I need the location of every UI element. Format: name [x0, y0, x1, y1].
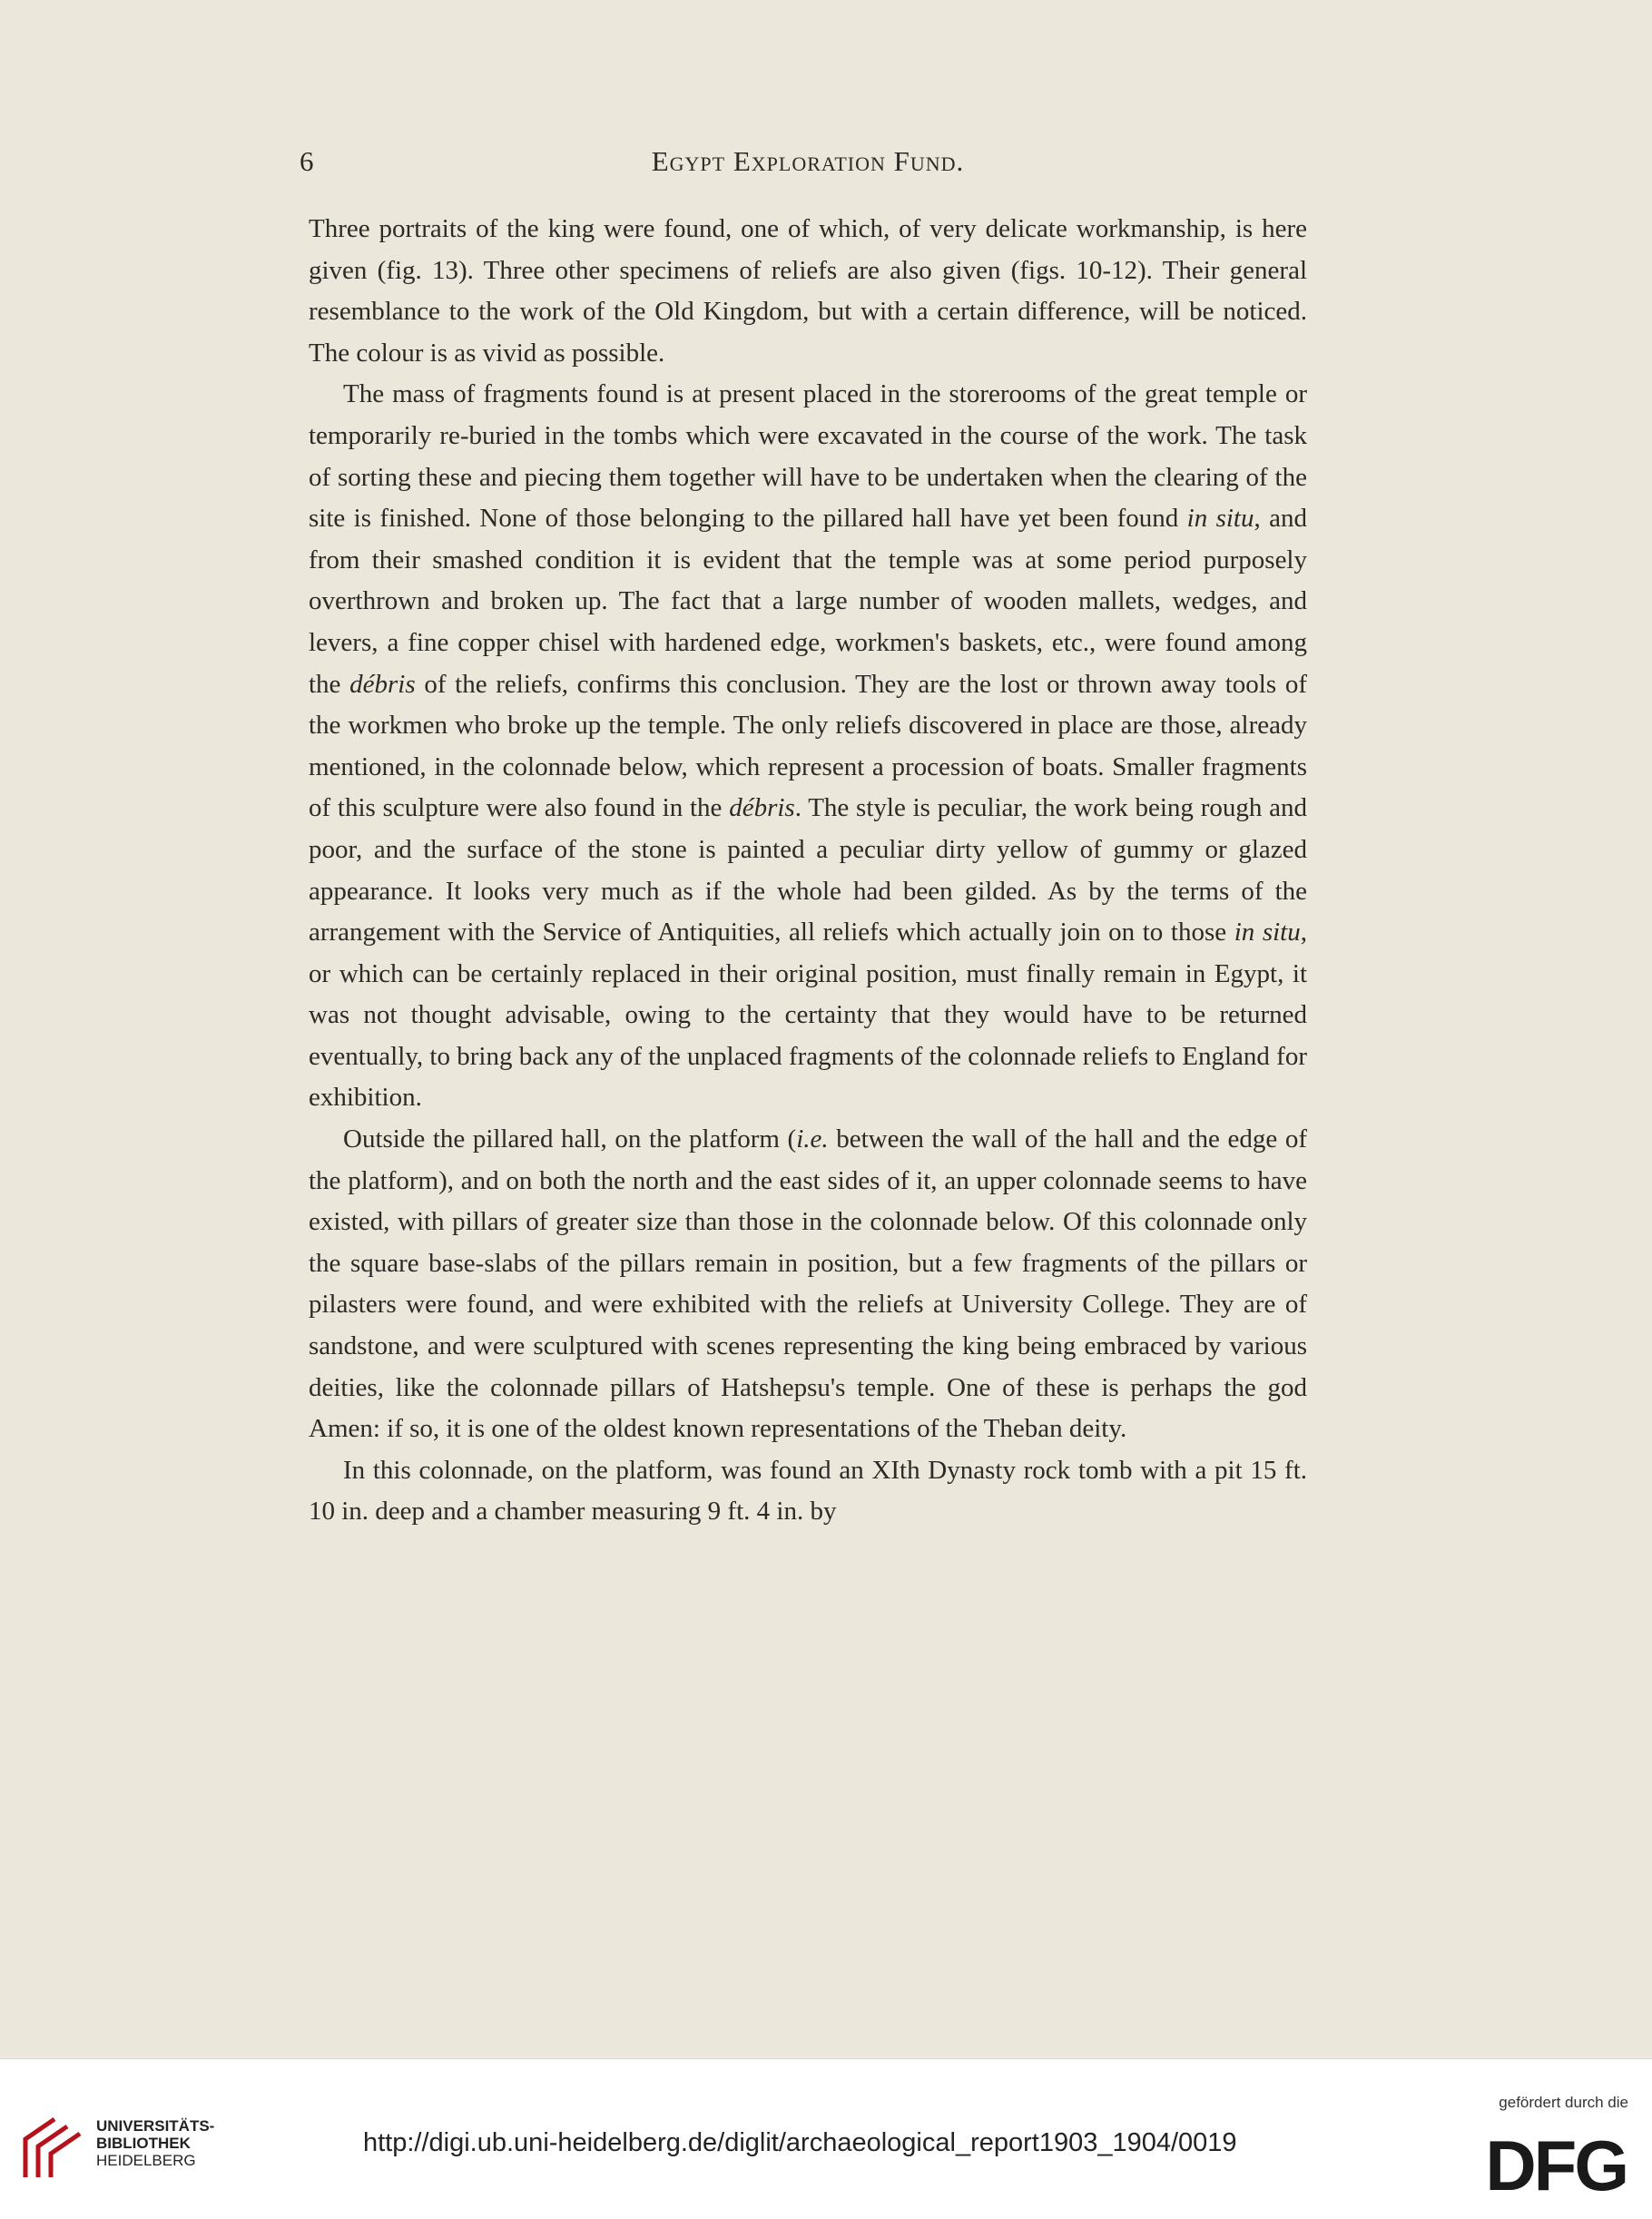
text-run: between the wall of the hall and the edge of the platform), and on both the north and the east sides of it, an upper colonnade seems to have existed, with pillars of greater size than those in the colonnade below. Of this colonnade only the square base-slabs of the pillars remain in position, but a few fragments of the pillars or pilasters were found, and were exhibited with the reliefs at University College. They are of sandstone, and were sculptured with scenes representing the king being embraced by various deities, like the colonnade pillars of Hatshepsu's temple. One of these is perhaps the god Amen: if so, it is one of the oldest known representations of the Theban deity.	[309, 1124, 1307, 1444]
university-library-logo-icon	[18, 2112, 100, 2185]
library-name-line-3: HEIDELBERG	[96, 2152, 196, 2169]
text-run: of the reliefs, confirms this conclusion. They are the lost or thrown away tools of the workmen who broke up the temple. The only reliefs discovered in place are those, already mentioned, in the colonnade below, which represent a procession of boats. Smaller fragments of this sculpture were also found in the	[309, 669, 1307, 823]
page-number: 6	[300, 145, 315, 177]
italic-term: débris	[729, 793, 795, 823]
library-name-line-2: BIBLIOTHEK	[96, 2135, 191, 2152]
library-name-line-1: UNIVERSITÄTS-	[96, 2117, 215, 2135]
body-text	[309, 209, 1307, 1533]
italic-term: débris	[349, 669, 416, 699]
italic-term: i.e.	[796, 1124, 829, 1154]
paragraph	[309, 1119, 1307, 1450]
text-run: Outside the pillared hall, on the platform (	[343, 1124, 797, 1154]
footer-bar	[0, 2058, 1652, 2219]
text-run: In this colonnade, on the platform, was found an XIth Dynasty rock tomb with a pit 15 ft. 10 in. deep and a chamber measuring 9 ft. 4 in. by	[309, 1455, 1307, 1527]
running-title: Egypt Exploration Fund.	[651, 145, 965, 177]
text-run: Three portraits of the king were found, one of which, of very delicate workmanship, is here given (fig. 13). Three other specimens of reliefs are also given (figs. 10-12). Their general resemblance to the work of the Old Kingdom, but with a certain difference, will be noticed. The colour is as vivid as possible.	[309, 214, 1307, 368]
text-run: , and from their smashed condition it is evident that the temple was at some period purposely overthrown and broken up. The fact that a large number of wooden mallets, wedges, and levers, a fine copper chisel with hardened edge, workmen's baskets, etc., were found among the	[309, 504, 1307, 699]
sponsor-note: gefördert durch die	[1499, 2094, 1628, 2111]
italic-term: in situ	[1234, 918, 1301, 947]
document-url-link[interactable]: http://digi.ub.uni-heidelberg.de/diglit/archaeological_report1903_1904/0019	[363, 2128, 1237, 2157]
italic-term: in situ	[1186, 504, 1254, 534]
running-head	[300, 145, 1316, 182]
text-run: The mass of fragments found is at present placed in the storerooms of the great temple or temporarily re-buried in the tombs which were excavated in the course of the work. The task of sorting these and piecing them together will have to be undertaken when the clearing of the site is finished. None of those belonging to the pillared hall have yet been found	[309, 379, 1307, 534]
dfg-logo: DFG	[1485, 2126, 1627, 2205]
paragraph	[309, 374, 1307, 1119]
text-run: . The style is peculiar, the work being rough and poor, and the surface of the stone is painted a peculiar dirty yellow of gummy or glazed appearance. It looks very much as if the whole had been gilded. As by the terms of the arrangement with the Service of Antiquities, all reliefs which actually join on to those	[309, 793, 1307, 947]
text-run: , or which can be certainly replaced in their original position, must finally remain in Egypt, it was not thought advisable, owing to the certainty that they would have to be returned eventually, to bring back any of the unplaced fragments of the colonnade reliefs to England for exhibition.	[309, 918, 1307, 1113]
library-name	[96, 2117, 214, 2169]
paragraph	[309, 209, 1307, 374]
paragraph	[309, 1450, 1307, 1533]
